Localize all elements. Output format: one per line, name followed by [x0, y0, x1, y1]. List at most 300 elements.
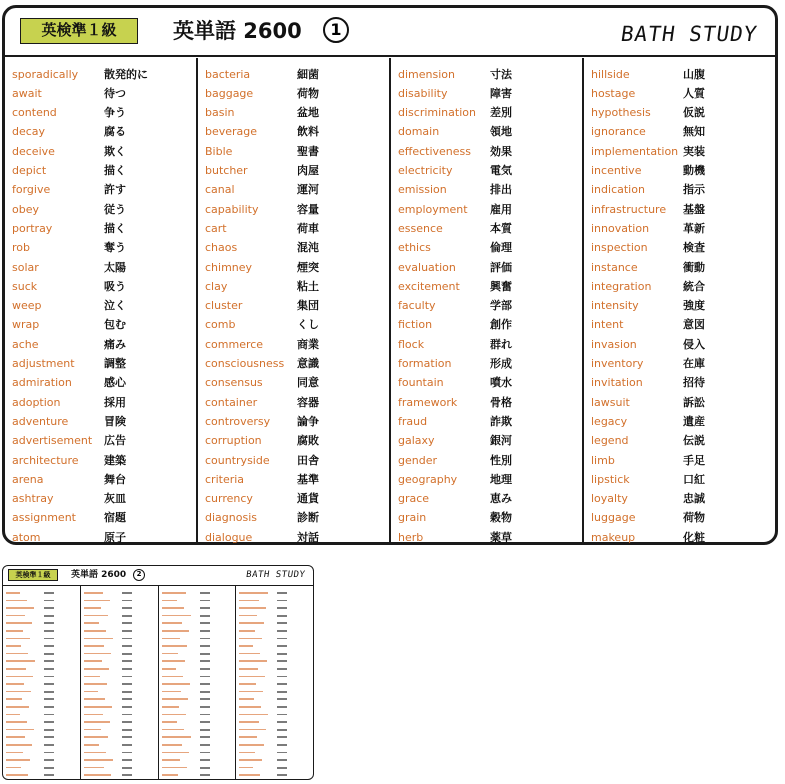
- mini-english-line: [162, 600, 177, 602]
- word-row: [205, 142, 383, 161]
- english-word: admiration: [12, 376, 72, 390]
- mini-japanese-line: [200, 691, 210, 693]
- word-row: [398, 528, 576, 547]
- mini-word-row: [84, 665, 155, 672]
- word-row: [591, 180, 769, 199]
- word-row: [591, 103, 769, 122]
- word-row: [591, 200, 769, 219]
- mini-english-line: [162, 638, 180, 640]
- mini-japanese-line: [122, 721, 132, 723]
- mini-japanese-line: [44, 736, 54, 738]
- mini-word-row: [162, 619, 233, 626]
- japanese-meaning: 広告: [104, 434, 126, 448]
- mini-card-title: 英単語 2600: [71, 570, 127, 580]
- word-row: [591, 489, 769, 508]
- word-row: [398, 200, 576, 219]
- mini-english-line: [84, 706, 112, 708]
- mini-english-line: [239, 698, 254, 700]
- word-row: [205, 393, 383, 412]
- mini-japanese-line: [200, 714, 210, 716]
- mini-word-row: [239, 665, 310, 672]
- word-row: [205, 296, 383, 315]
- mini-english-line: [162, 691, 181, 693]
- english-word: fiction: [398, 318, 433, 332]
- english-word: essence: [398, 221, 443, 235]
- sheet-number: 1: [323, 17, 349, 43]
- mini-english-line: [239, 744, 264, 746]
- mini-japanese-line: [44, 721, 54, 723]
- word-row: [12, 277, 190, 296]
- mini-japanese-line: [44, 592, 54, 594]
- mini-english-line: [84, 607, 101, 609]
- english-word: ignorance: [591, 125, 646, 139]
- japanese-meaning: 性別: [490, 453, 512, 467]
- japanese-meaning: 侵入: [683, 337, 705, 351]
- japanese-meaning: 電気: [490, 164, 512, 177]
- mini-word-row: [162, 718, 233, 725]
- mini-japanese-line: [44, 630, 54, 632]
- english-word: indication: [591, 183, 645, 197]
- japanese-meaning: 泣く: [104, 299, 126, 313]
- japanese-meaning: 盆地: [297, 106, 319, 120]
- mini-word-row: [239, 703, 310, 710]
- word-row: [398, 470, 576, 489]
- mini-japanese-line: [277, 653, 287, 655]
- mini-japanese-line: [277, 706, 287, 708]
- mini-word-row: [239, 680, 310, 687]
- mini-english-line: [239, 691, 263, 693]
- word-row: [591, 373, 769, 392]
- mini-word-row: [239, 597, 310, 604]
- mini-english-line: [84, 698, 105, 700]
- english-word: electricity: [398, 164, 453, 177]
- mini-english-line: [239, 615, 257, 617]
- mini-english-line: [239, 706, 261, 708]
- mini-word-row: [162, 589, 233, 596]
- word-column-1: [5, 58, 198, 543]
- japanese-meaning: 遺産: [683, 414, 705, 428]
- mini-word-row: [239, 627, 310, 634]
- mini-english-line: [162, 592, 186, 594]
- mini-english-line: [162, 774, 178, 776]
- mini-japanese-line: [44, 615, 54, 617]
- word-row: [12, 528, 190, 547]
- english-word: await: [12, 86, 42, 100]
- mini-japanese-line: [44, 668, 54, 670]
- mini-word-row: [239, 612, 310, 619]
- japanese-meaning: 許す: [104, 183, 126, 197]
- mini-word-row: [239, 673, 310, 680]
- mini-english-line: [162, 744, 182, 746]
- japanese-meaning: 論争: [297, 414, 319, 428]
- mini-english-line: [84, 744, 99, 746]
- mini-japanese-line: [122, 752, 132, 754]
- english-word: container: [205, 395, 258, 409]
- japanese-meaning: 痛み: [104, 337, 126, 351]
- mini-word-row: [84, 597, 155, 604]
- mini-english-line: [84, 592, 103, 594]
- mini-english-line: [84, 691, 98, 693]
- mini-word-row: [84, 718, 155, 725]
- word-row: [591, 219, 769, 238]
- mini-english-line: [239, 653, 260, 655]
- japanese-meaning: 対話: [297, 530, 319, 544]
- word-row: [205, 508, 383, 527]
- mini-japanese-line: [277, 668, 287, 670]
- word-row: [398, 219, 576, 238]
- mini-word-row: [6, 711, 77, 718]
- mini-word-row: [162, 703, 233, 710]
- english-word: discrimination: [398, 106, 476, 120]
- japanese-meaning: 検査: [683, 241, 705, 255]
- english-word: consensus: [205, 376, 263, 390]
- mini-word-row: [6, 764, 77, 771]
- mini-word-row: [162, 650, 233, 657]
- word-row: [205, 103, 383, 122]
- mini-word-row: [239, 589, 310, 596]
- mini-japanese-line: [200, 721, 210, 723]
- mini-english-line: [6, 729, 34, 731]
- mini-word-row: [6, 749, 77, 756]
- english-word: diagnosis: [205, 511, 257, 525]
- mini-japanese-line: [44, 767, 54, 769]
- mini-english-line: [6, 630, 23, 632]
- word-row: [205, 373, 383, 392]
- word-row: [205, 431, 383, 450]
- english-word: gender: [398, 453, 437, 467]
- japanese-meaning: 従う: [104, 202, 126, 216]
- japanese-meaning: 実装: [683, 144, 705, 158]
- mini-word-row: [6, 612, 77, 619]
- mini-japanese-line: [277, 744, 287, 746]
- mini-english-line: [239, 645, 253, 647]
- mini-japanese-line: [277, 592, 287, 594]
- english-word: capability: [205, 202, 259, 216]
- mini-japanese-line: [200, 622, 210, 624]
- japanese-meaning: 原子: [104, 530, 126, 544]
- mini-word-row: [162, 733, 233, 740]
- mini-english-line: [162, 759, 180, 761]
- mini-word-row: [84, 711, 155, 718]
- japanese-meaning: 調整: [104, 357, 126, 370]
- mini-english-line: [162, 767, 187, 769]
- word-row: [591, 84, 769, 103]
- vocab-card-2-thumbnail: [2, 565, 314, 780]
- japanese-meaning: 恵み: [490, 492, 512, 506]
- japanese-meaning: 混沌: [297, 241, 319, 255]
- english-word: adventure: [12, 414, 69, 428]
- japanese-meaning: 荷物: [683, 511, 705, 525]
- mini-word-row: [84, 650, 155, 657]
- mini-japanese-line: [200, 729, 210, 731]
- japanese-meaning: くし: [297, 318, 319, 332]
- mini-word-row: [239, 726, 310, 733]
- mini-english-line: [84, 767, 104, 769]
- english-word: disability: [398, 86, 448, 100]
- mini-word-row: [84, 749, 155, 756]
- mini-english-line: [162, 630, 189, 632]
- mini-japanese-line: [44, 676, 54, 678]
- japanese-meaning: 欺く: [104, 144, 126, 158]
- mini-english-line: [239, 592, 268, 594]
- mini-word-row: [239, 749, 310, 756]
- mini-japanese-line: [200, 615, 210, 617]
- mini-english-line: [162, 683, 190, 685]
- mini-word-row: [84, 771, 155, 778]
- japanese-meaning: 荷物: [297, 86, 319, 100]
- mini-word-row: [162, 680, 233, 687]
- word-row: [12, 122, 190, 141]
- japanese-meaning: 興奮: [490, 279, 512, 293]
- mini-english-line: [162, 607, 184, 609]
- english-word: corruption: [205, 434, 262, 448]
- japanese-meaning: 雇用: [490, 202, 512, 216]
- mini-english-line: [84, 653, 111, 655]
- card-header: [5, 8, 775, 57]
- word-row: [205, 219, 383, 238]
- mini-word-row: [6, 604, 77, 611]
- word-row: [591, 412, 769, 431]
- mini-english-line: [239, 767, 253, 769]
- mini-english-line: [6, 736, 25, 738]
- mini-english-line: [162, 736, 191, 738]
- word-row: [591, 161, 769, 180]
- word-row: [398, 258, 576, 277]
- english-word: grace: [398, 492, 430, 506]
- mini-english-line: [239, 729, 266, 731]
- word-row: [12, 451, 190, 470]
- english-word: atom: [12, 530, 41, 544]
- mini-word-row: [6, 627, 77, 634]
- word-row: [205, 277, 383, 296]
- mini-word-row: [6, 597, 77, 604]
- mini-english-line: [6, 668, 26, 670]
- english-word: legend: [591, 434, 629, 448]
- english-word: portray: [12, 221, 53, 235]
- mini-english-line: [6, 653, 28, 655]
- mini-japanese-line: [44, 683, 54, 685]
- mini-japanese-line: [44, 744, 54, 746]
- mini-word-row: [6, 703, 77, 710]
- word-row: [398, 238, 576, 257]
- mini-japanese-line: [122, 630, 132, 632]
- mini-japanese-line: [200, 592, 210, 594]
- brand-logo: BATH STUDY: [618, 22, 759, 46]
- mini-japanese-line: [122, 645, 132, 647]
- english-word: adoption: [12, 395, 61, 409]
- english-word: inventory: [591, 357, 644, 370]
- english-word: invasion: [591, 337, 637, 351]
- japanese-meaning: 薬草: [490, 530, 512, 544]
- mini-english-line: [6, 691, 31, 693]
- word-row: [205, 528, 383, 547]
- mini-japanese-line: [44, 691, 54, 693]
- english-word: dimension: [398, 67, 455, 81]
- mini-japanese-line: [122, 600, 132, 602]
- japanese-meaning: 描く: [104, 164, 126, 177]
- mini-word-row: [6, 733, 77, 740]
- mini-japanese-line: [122, 638, 132, 640]
- mini-english-line: [6, 774, 28, 776]
- mini-english-line: [84, 714, 103, 716]
- mini-japanese-line: [277, 691, 287, 693]
- word-row: [12, 84, 190, 103]
- japanese-meaning: 運河: [297, 183, 319, 197]
- word-row: [12, 489, 190, 508]
- mini-japanese-line: [200, 744, 210, 746]
- mini-english-line: [84, 668, 109, 670]
- english-word: fountain: [398, 376, 444, 390]
- english-word: infrastructure: [591, 202, 667, 216]
- mini-english-line: [6, 683, 24, 685]
- english-word: controversy: [205, 414, 271, 428]
- mini-english-line: [239, 683, 256, 685]
- japanese-meaning: 忠誠: [683, 492, 705, 506]
- japanese-meaning: 舞台: [104, 472, 126, 486]
- mini-english-line: [84, 736, 108, 738]
- japanese-meaning: 集団: [297, 299, 319, 313]
- english-word: makeup: [591, 530, 636, 544]
- japanese-meaning: 地理: [490, 472, 512, 486]
- mini-english-line: [162, 698, 188, 700]
- mini-japanese-line: [277, 622, 287, 624]
- word-row: [12, 393, 190, 412]
- mini-english-line: [6, 698, 22, 700]
- mini-english-line: [162, 660, 185, 662]
- english-word: countryside: [205, 453, 270, 467]
- mini-word-row: [6, 718, 77, 725]
- english-word: suck: [12, 279, 38, 293]
- japanese-meaning: 腐る: [104, 125, 126, 139]
- mini-japanese-line: [44, 607, 54, 609]
- word-row: [205, 470, 383, 489]
- mini-japanese-line: [277, 660, 287, 662]
- word-row: [205, 161, 383, 180]
- mini-word-row: [239, 733, 310, 740]
- english-word: integration: [591, 279, 652, 293]
- mini-english-line: [6, 759, 30, 761]
- mini-word-row: [84, 619, 155, 626]
- mini-japanese-line: [200, 660, 210, 662]
- english-word: implementation: [591, 144, 679, 158]
- mini-japanese-line: [277, 721, 287, 723]
- mini-japanese-line: [122, 714, 132, 716]
- mini-word-row: [162, 657, 233, 664]
- mini-word-row: [162, 711, 233, 718]
- japanese-meaning: 診断: [297, 511, 319, 525]
- word-row: [591, 508, 769, 527]
- english-word: dialogue: [205, 530, 253, 544]
- mini-japanese-line: [122, 706, 132, 708]
- word-row: [12, 161, 190, 180]
- english-word: Bible: [205, 144, 233, 158]
- mini-japanese-line: [44, 759, 54, 761]
- mini-english-line: [239, 736, 257, 738]
- mini-japanese-line: [122, 698, 132, 700]
- mini-japanese-line: [122, 653, 132, 655]
- word-column-3: [391, 58, 584, 543]
- mini-japanese-line: [44, 752, 54, 754]
- mini-english-line: [6, 607, 34, 609]
- japanese-meaning: 訴訟: [683, 395, 705, 409]
- mini-word-row: [6, 741, 77, 748]
- english-word: invitation: [591, 376, 643, 390]
- mini-word-row: [162, 627, 233, 634]
- mini-word-column-4: [236, 586, 313, 779]
- word-row: [12, 65, 190, 84]
- mini-japanese-line: [122, 615, 132, 617]
- word-row: [591, 315, 769, 334]
- mini-english-line: [84, 759, 113, 761]
- word-columns: [5, 58, 775, 543]
- mini-english-line: [239, 714, 268, 716]
- english-word: architecture: [12, 453, 79, 467]
- mini-japanese-line: [277, 607, 287, 609]
- word-row: [12, 373, 190, 392]
- japanese-meaning: 穀物: [490, 511, 512, 525]
- mini-english-line: [84, 752, 106, 754]
- english-word: inspection: [591, 241, 648, 255]
- japanese-meaning: 倫理: [490, 241, 512, 255]
- word-row: [205, 412, 383, 431]
- mini-word-row: [6, 635, 77, 642]
- mini-japanese-line: [44, 698, 54, 700]
- mini-japanese-line: [200, 736, 210, 738]
- mini-word-row: [6, 680, 77, 687]
- word-row: [591, 431, 769, 450]
- mini-word-row: [84, 680, 155, 687]
- english-word: formation: [398, 357, 452, 370]
- japanese-meaning: 学部: [490, 299, 512, 313]
- english-word: rob: [12, 241, 30, 255]
- mini-word-row: [6, 673, 77, 680]
- mini-japanese-line: [200, 668, 210, 670]
- word-row: [12, 431, 190, 450]
- english-word: canal: [205, 183, 235, 197]
- japanese-meaning: 意識: [297, 357, 319, 370]
- mini-english-line: [6, 592, 20, 594]
- japanese-meaning: 意図: [683, 318, 705, 332]
- word-row: [591, 354, 769, 373]
- mini-japanese-line: [200, 774, 210, 776]
- mini-english-line: [6, 706, 29, 708]
- japanese-meaning: 細菌: [297, 67, 319, 81]
- mini-word-row: [162, 771, 233, 778]
- mini-word-row: [239, 741, 310, 748]
- japanese-meaning: 革新: [683, 221, 705, 235]
- english-word: criteria: [205, 472, 245, 486]
- english-word: decay: [12, 125, 46, 139]
- english-word: assignment: [12, 511, 76, 525]
- mini-english-line: [84, 615, 108, 617]
- japanese-meaning: 詐欺: [490, 414, 512, 428]
- english-word: ashtray: [12, 492, 54, 506]
- japanese-meaning: 無知: [683, 125, 705, 139]
- word-row: [12, 238, 190, 257]
- english-word: galaxy: [398, 434, 435, 448]
- english-word: basin: [205, 106, 235, 120]
- mini-japanese-line: [44, 714, 54, 716]
- japanese-meaning: 冒険: [104, 414, 126, 428]
- english-word: hypothesis: [591, 106, 651, 120]
- english-word: legacy: [591, 414, 628, 428]
- mini-japanese-line: [44, 706, 54, 708]
- english-word: fraud: [398, 414, 428, 428]
- japanese-meaning: 基盤: [683, 202, 705, 216]
- word-row: [591, 335, 769, 354]
- english-word: loyalty: [591, 492, 628, 506]
- word-row: [12, 470, 190, 489]
